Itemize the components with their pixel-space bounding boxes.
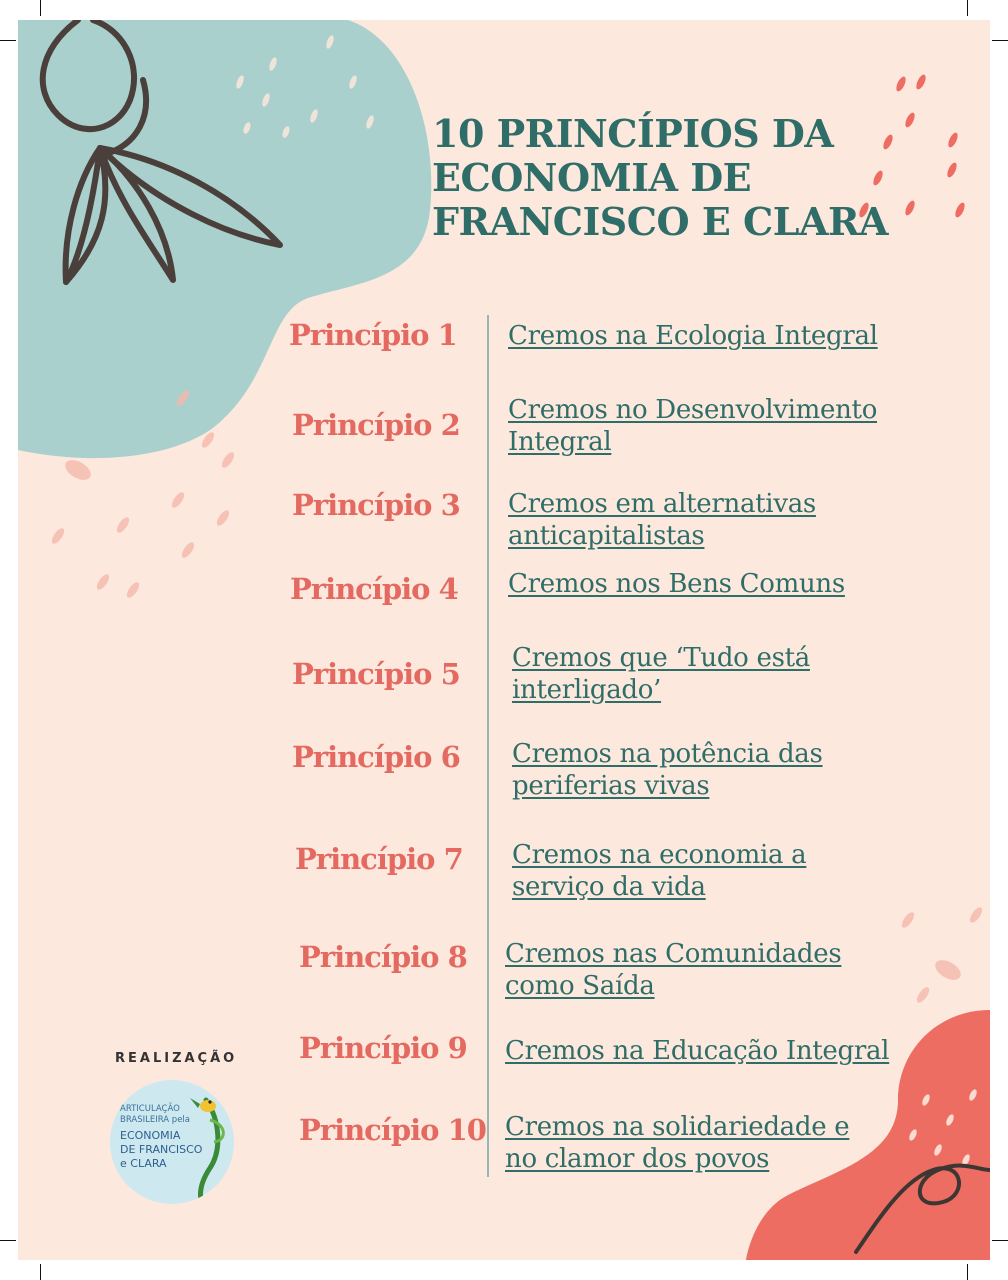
principle-label-3: Princípio 3 (292, 488, 460, 522)
principle-label-10: Princípio 10 (299, 1113, 486, 1147)
organization-logo (110, 1080, 234, 1204)
crop-mark (967, 0, 968, 16)
principle-label-1: Princípio 1 (289, 318, 457, 352)
title-line-1: 10 PRINCÍPIOS DA (432, 111, 834, 156)
crop-mark (0, 40, 16, 41)
title-line-2: ECONOMIA DE (432, 155, 752, 200)
crop-mark (992, 1240, 1008, 1241)
principle-link-2[interactable]: Cremos no Desenvolvimento Integral (508, 395, 878, 457)
crop-mark (992, 40, 1008, 41)
page-title (432, 112, 952, 244)
principle-link-10[interactable]: Cremos na solidariedade e no clamor dos povos (505, 1112, 850, 1174)
crop-mark (967, 1264, 968, 1280)
column-divider (487, 315, 489, 1177)
principle-link-1[interactable]: Cremos na Ecologia Integral (508, 321, 878, 351)
principle-label-9: Princípio 9 (299, 1031, 467, 1065)
principle-link-9[interactable]: Cremos na Educação Integral (505, 1036, 890, 1066)
realizacao-label: REALIZAÇÃO (115, 1051, 238, 1066)
principle-label-2: Princípio 2 (292, 408, 460, 442)
logo-text-articulacao: ARTICULAÇÃO BRASILEIRA pela (120, 1104, 190, 1125)
crop-mark (40, 0, 41, 16)
logo-text-economia: ECONOMIA DE FRANCISCO e CLARA (120, 1129, 203, 1170)
principle-label-4: Princípio 4 (290, 572, 458, 606)
principle-label-8: Princípio 8 (299, 940, 467, 974)
principle-link-3[interactable]: Cremos em alternativas anticapitalistas (508, 489, 816, 551)
crop-mark (40, 1264, 41, 1280)
principle-label-5: Princípio 5 (292, 657, 460, 691)
principle-link-5[interactable]: Cremos que ‘Tudo está interligado’ (512, 643, 810, 705)
principle-link-6[interactable]: Cremos na potência das periferias vivas (512, 739, 823, 801)
poster-page (18, 20, 990, 1260)
principle-label-6: Princípio 6 (292, 740, 460, 774)
principle-label-7: Princípio 7 (295, 842, 463, 876)
principle-link-4[interactable]: Cremos nos Bens Comuns (508, 569, 845, 599)
principle-link-8[interactable]: Cremos nas Comunidades como Saída (505, 939, 842, 1001)
crop-mark (0, 1240, 16, 1241)
principle-link-7[interactable]: Cremos na economia a serviço da vida (512, 840, 807, 902)
title-line-3: FRANCISCO E CLARA (432, 199, 889, 244)
